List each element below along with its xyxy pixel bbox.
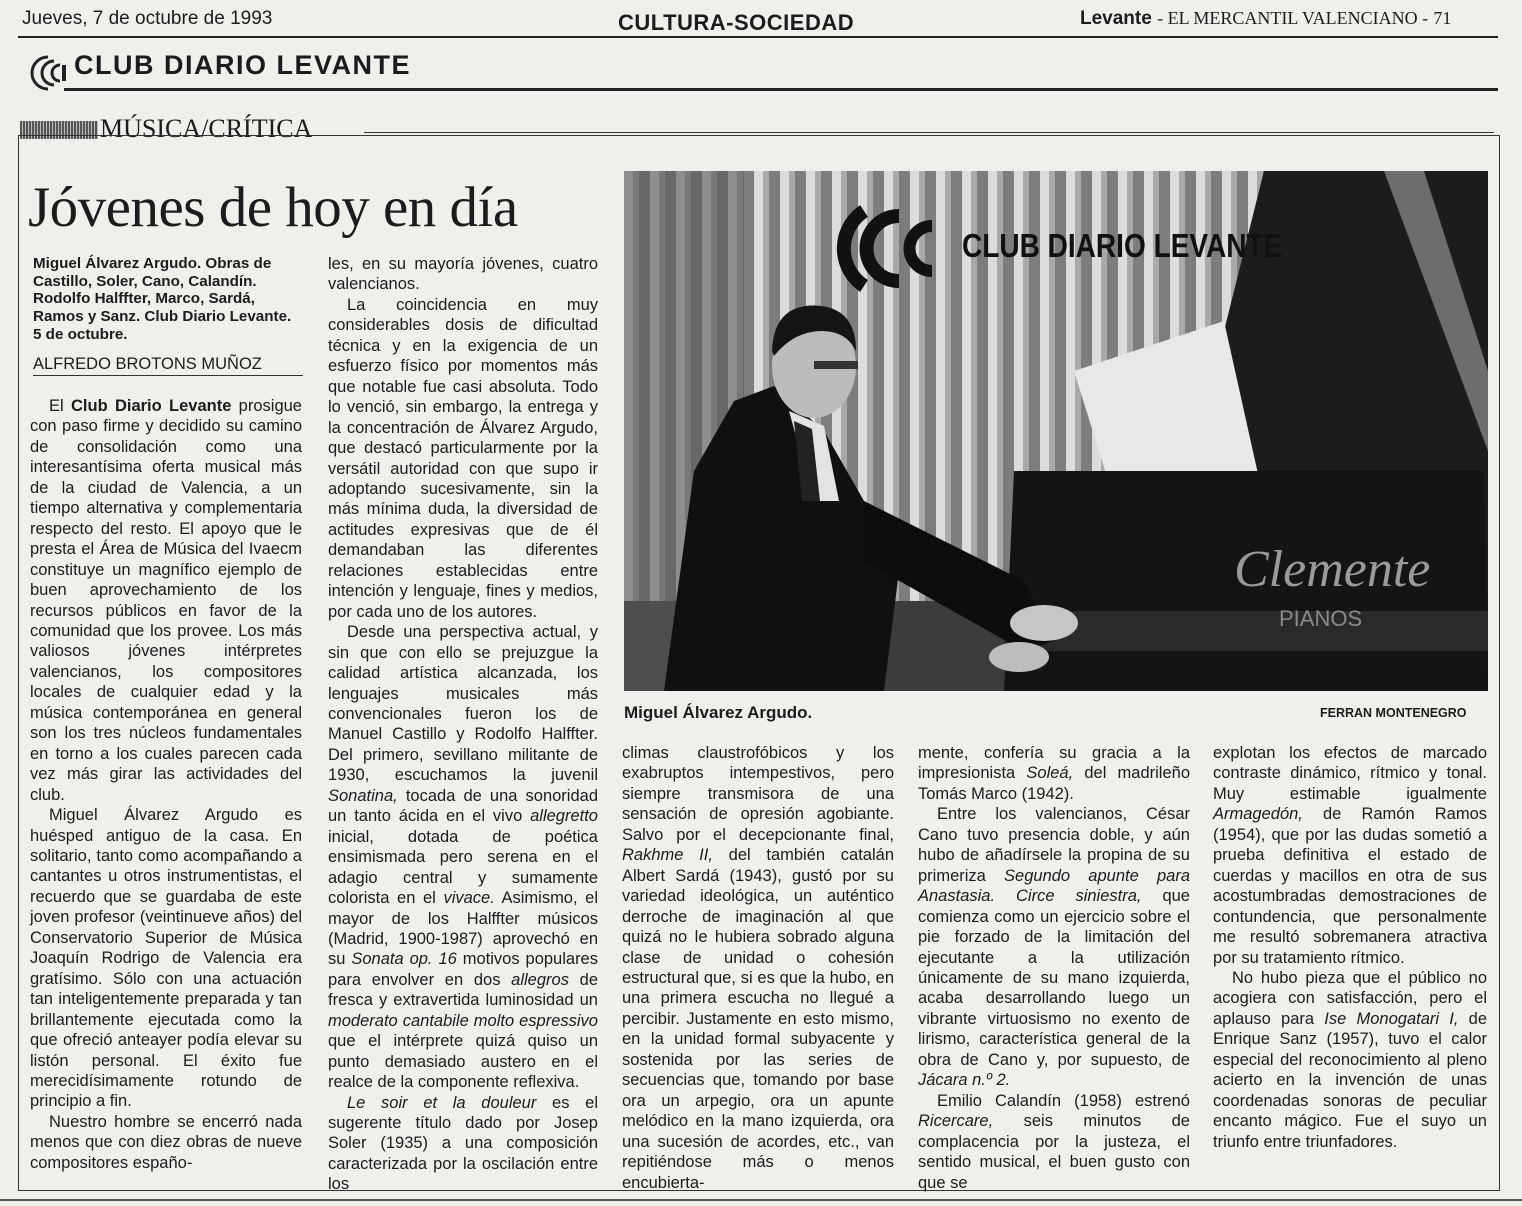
photo-illustration (624, 171, 1488, 691)
photo-caption: Miguel Álvarez Argudo. (624, 703, 813, 722)
paragraph: mente, confería su gracia a la impresionista Soleá, del madrileño Tomás Marco (1942). (918, 744, 1191, 803)
article-lede: Miguel Álvarez Argudo. Obras de Castillo, Soler, Cano, Calandín. Rodolfo Halffter, Marco, Sardá, Ramos y Sanz. Club Diario Levante. 5 de octubre. (33, 255, 292, 343)
article-column-1 (30, 396, 302, 1173)
page-number: 71 (1433, 8, 1452, 28)
article-column-5 (1213, 743, 1487, 1152)
club-logo-icon (30, 55, 68, 91)
piano-sub: PIANOS (1279, 606, 1363, 631)
byline: ALFREDO BROTONS MUÑOZ (33, 355, 303, 376)
paragraph: Miguel Álvarez Argudo es huésped antiguo de la casa. En solitario, tanto como acompañando a cantantes u otros instrumentistas, el recuerdo que se guardaba de este joven profesor (veintinueve años) del Conservatorio Superior de Música Joaquín Rodrigo de Valencia era gratísimo. Sólo con una actuación tan inteligentemente preparada y tan brillantemente ejecutada como la que ofreció anteayer podía elevar su listón personal. El éxito fue merecidísimamente rotundo de principio a fin. (30, 806, 302, 1111)
page-bottom-rule (0, 1199, 1522, 1201)
paragraph: explotan los efectos de marcado contraste dinámico, rítmico y tonal. Muy estimable igualmente Armagedón, de Ramón Ramos (1954), que por las dudas sometió a prueba definitiva el estado de cuerdas y macillos en otra de sus acostumbradas demostraciones de contundencia, que personalmente me resultó sobremanera atractiva por su tratamiento rítmico. (1213, 744, 1487, 967)
paper-name: - EL MERCANTIL VALENCIANO - (1157, 8, 1429, 28)
club-rule (64, 88, 1498, 91)
section-label: MÚSICA/CRÍTICA (100, 114, 313, 143)
paragraph: Emilio Calandín (1958) estrenó Ricercare, seis minutos de complacencia por la justeza, el sentido musical, el buen gusto con que se (918, 1091, 1190, 1192)
article-column-4 (918, 743, 1190, 1193)
pianist-photo (624, 171, 1488, 691)
section-line (364, 132, 1494, 133)
piano-brand: Clemente (1234, 541, 1431, 598)
article-column-3 (622, 743, 894, 1193)
paragraph: La coincidencia en muy considerables dosis de dificultad técnica y en la exigencia de un esfuerzo físico por momentos más que notable fue casi absoluta. Todo lo venció, sin embargo, la entrega y la concentración de Álvarez Argudo, que destacó particularmente por la versátil autoridad con que supo ir adoptando sucesivamente, sin la más mínima duda, la diversidad de actitudes expresivas que de él demandaban las diferentes relaciones establecidas entre intención y lenguaje, fines y medios, por cada uno de los autores. (328, 295, 598, 621)
header-date: Jueves, 7 de octubre de 1993 (22, 8, 273, 29)
header-rule (18, 36, 1498, 38)
paragraph: Entre los valencianos, César Cano tuvo presencia doble, y aún hubo de añadírsele la propina de su primeriza Segundo apunte para Anastasia. Circe siniestra, que comienza como un ejercicio sobre el pie forzado de la limitación del ejecutante a la utilización únicamente de su mano izquierda, acaba desarrollando luego un vibrante virtuosismo no exento de lirismo, característica general de la obra de Cano y, por supuesto, de Jácara n.º 2. (918, 805, 1190, 1090)
photo-banner-text: CLUB DIARIO LEVANTE (962, 227, 1283, 265)
paragraph: Nuestro hombre se encerró nada menos que con diez obras de nueve compositores españo- (30, 1112, 302, 1172)
paragraph: les, en su mayoría jóvenes, cuatro valencianos. (328, 255, 598, 294)
article-column-2 (328, 254, 598, 1195)
paragraph: Le soir et la douleur es el sugerente título dado por Josep Soler (1935) a una composición caracterizada por la oscilación entre los (328, 1093, 598, 1194)
club-name: CLUB DIARIO LEVANTE (74, 50, 411, 80)
paragraph: No hubo pieza que el público no acogiera con satisfacción, pero el aplauso para Ise Monogatari I, de Enrique Sanz (1957), tuvo el calor especial del reconocimiento al pleno acierto en la invención de unas coordenadas sonoras de peculiar encanto mágico. Fue el suyo un triunfo entre triunfadores. (1213, 968, 1488, 1151)
headline: Jóvenes de hoy en día (28, 176, 518, 239)
photo-credit: FERRAN MONTENEGRO (1320, 706, 1467, 720)
paragraph: climas claustrofóbicos y los exabruptos intempestivos, pero siempre transmisora de una sensación de opresión agobiante. Salvo por el decepcionante final, Rakhme II, del también catalán Albert Sardá (1943), gustó por su variedad ideológica, un auténtico derroche de imaginación al que quizá no le hubiera sobrado alguna clase de unidad o cohesión estructural que, si es que la hubo, en una primera escucha no llegué a percibir. Justamente en esto mismo, en la unidad formal subyacente y sostenida por las series de secuencias que, tomando por base ora un arpegio, ora un apunte melódico en la mano izquierda, ora una sucesión de acordes, etc., van repitiéndose más o menos encubierta- (622, 744, 894, 1192)
paper-brand: Levante (1080, 8, 1152, 29)
header-paper (1080, 8, 1451, 30)
paragraph: El Club Diario Levante prosigue con paso firme y decidido su camino de consolidación como una interesantísima oferta musical más de la ciudad de Valencia, a un tiempo alternativa y complementaria respecto del resto. El apoyo que le presta el Área de Música del Ivaecm constituye un magnífico ejemplo de buen aprovechamiento de los recursos públicos en favor de la comunidad que los provee. Los más valiosos jóvenes intérpretes valencianos, los compositores locales de cualquier edad y la música contemporánea en general son los tres núcleos fundamentales en torno a los cuales parecen cada vez más girar las actividades del club. (30, 397, 302, 804)
paragraph: Desde una perspectiva actual, y sin que con ello se prejuzgue la calidad artística alcanzada, los lenguajes musicales más convencionales fueron los de Manuel Castillo y Rodolfo Halffter. Del primero, sevillano militante de 1930, escuchamos la juvenil Sonatina, tocada de una sonoridad un tanto ácida en el vivo allegretto inicial, dotada de poética ensimismada pero serena en el adagio central y sumamente colorista en el vivace. Asimismo, el mayor de los Halffter músicos (Madrid, 1900-1987) aprovechó en su Sonata op. 16 motivos populares para envolver en dos allegros de fresca y extravertida luminosidad un moderato cantabile molto espressivo que el intérprete quizá quiso un punto demasiado austero en el realce de la componente reflexiva. (328, 623, 599, 1092)
header-section: CULTURA-SOCIEDAD (618, 10, 855, 35)
